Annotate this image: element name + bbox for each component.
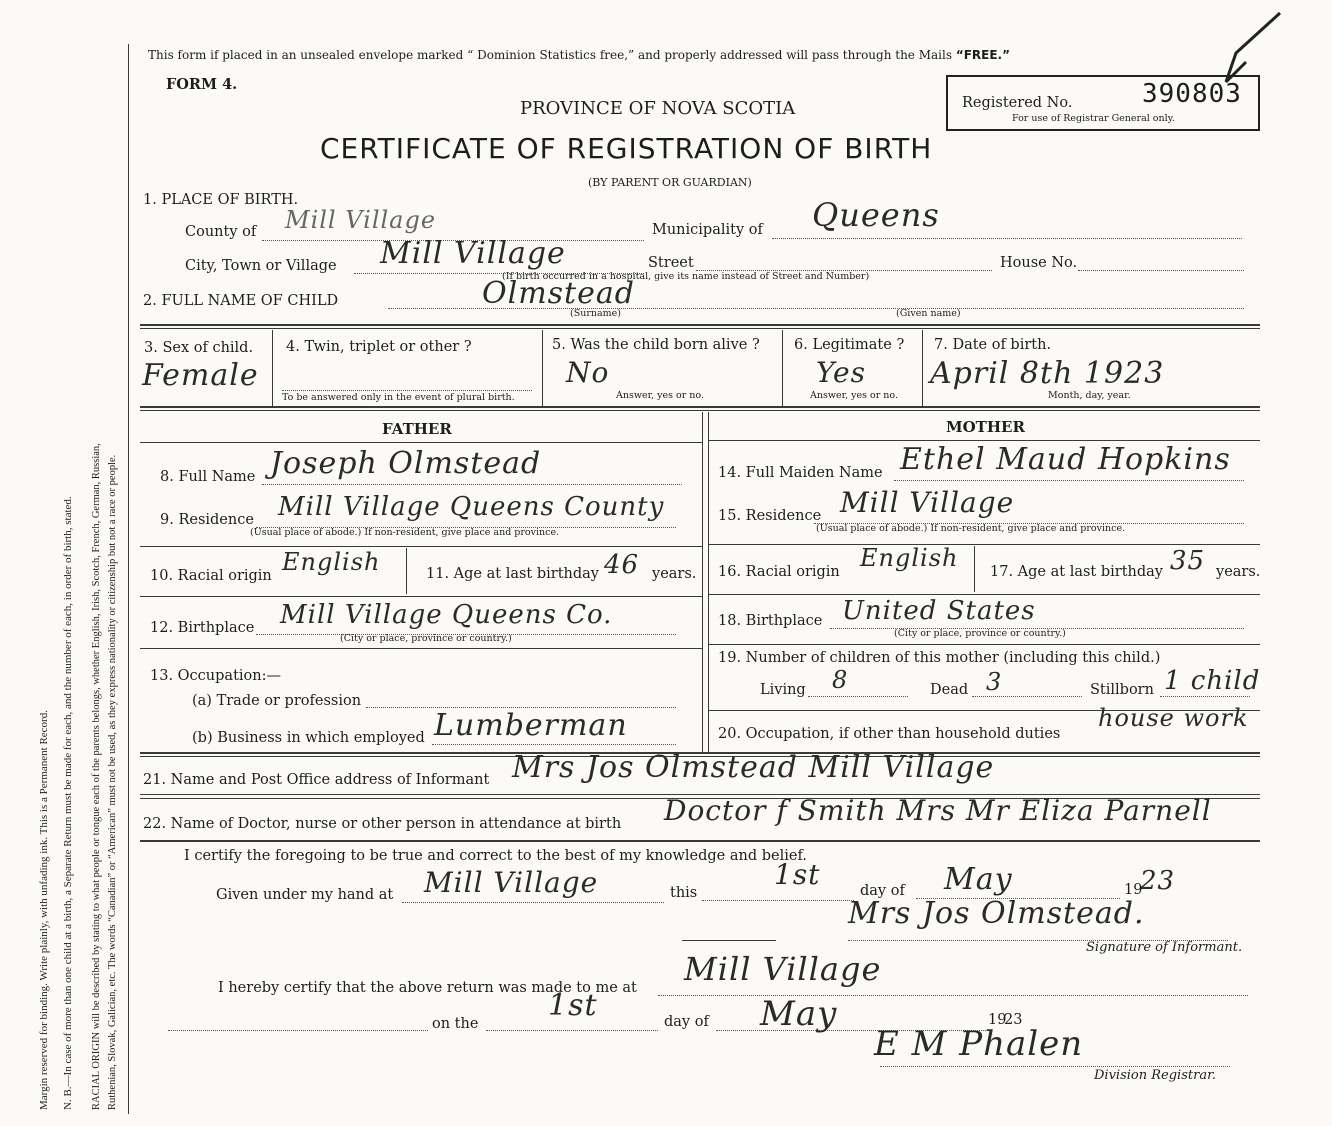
registrar-day-value: 1st [548, 988, 598, 1023]
mother-name-value: Ethel Maud Hopkins [900, 442, 1231, 477]
mother-residence-label: 15. Residence [718, 508, 822, 524]
dead-label: Dead [930, 682, 969, 698]
rule [542, 330, 543, 406]
municipality-line [772, 238, 1242, 239]
registered-number: 390803 [1142, 79, 1242, 109]
registrar-lead-line [168, 1030, 428, 1031]
mother-birthplace-label: 18. Birthplace [718, 613, 823, 629]
twin-note: To be answered only in the event of plural birth. [282, 392, 515, 403]
father-residence-value: Mill Village Queens County [278, 492, 665, 522]
year-value: 23 [1140, 866, 1176, 896]
dead-line [972, 696, 1082, 697]
certify-text: I certify the foregoing to be true and correct to the best of my knowledge and belief. [184, 848, 807, 864]
given-caption: (Given name) [896, 308, 961, 319]
given-label: Given under my hand at [216, 887, 394, 903]
twin-label: 4. Twin, triplet or other ? [286, 339, 472, 355]
informant-value: Mrs Jos Olmstead Mill Village [512, 750, 995, 785]
house-line [1078, 270, 1244, 271]
registered-label: Registered No. [962, 95, 1073, 111]
rule [140, 596, 702, 597]
mother-occupation-label: 20. Occupation, if other than household duties [718, 726, 1061, 742]
registrar-signature-line [880, 1066, 1230, 1067]
mother-race-label: 16. Racial origin [718, 564, 840, 580]
day-value: 1st [774, 858, 821, 891]
rule [140, 324, 1260, 326]
dob-value: April 8th 1923 [930, 356, 1165, 391]
municipality-label: Municipality of [652, 222, 763, 238]
father-name-value: Joseph Olmstead [270, 446, 542, 481]
margin-note-1: Margin reserved for binding. Write plainly, with unfading ink. This is a Permanent Record. [38, 710, 50, 1110]
rule [140, 406, 1260, 408]
sex-value: Female [142, 358, 259, 393]
informant-label: 21. Name and Post Office address of Informant [143, 772, 490, 788]
margin-notes [10, 30, 138, 1110]
day-line [702, 900, 854, 901]
registrar-signature: E M Phalen [874, 1024, 1084, 1064]
surname-value: Olmstead [482, 276, 635, 311]
mother-children-label: 19. Number of children of this mother (including this child.) [718, 650, 1161, 666]
legitimate-note: Answer, yes or no. [810, 390, 899, 401]
stillborn-value: 1 child [1164, 666, 1261, 696]
registrar-month-value: May [760, 994, 838, 1034]
mother-name-label: 14. Full Maiden Name [718, 465, 883, 481]
mail-notice: This form if placed in an unsealed envelope marked “ Dominion Statistics free,” and properly addressed will pass through the Mails “FREE.” [148, 48, 1010, 62]
rule [974, 546, 975, 592]
mother-race-value: English [860, 544, 959, 572]
attendant-label: 22. Name of Doctor, nurse or other person in attendance at birth [143, 816, 622, 832]
alive-value: No [566, 356, 610, 389]
father-birthplace-note: (City or place, province or country.) [340, 633, 512, 644]
rule [922, 330, 923, 406]
street-label: Street [648, 255, 694, 271]
surname-caption: (Surname) [570, 308, 621, 319]
dob-note: Month, day, year. [1048, 390, 1131, 401]
margin-divider [128, 44, 129, 1114]
given-place-line [402, 902, 664, 903]
registrar-day-line [486, 1030, 658, 1031]
column-divider [702, 412, 703, 752]
city-label: City, Town or Village [185, 258, 337, 274]
mother-heading: MOTHER [946, 418, 1025, 436]
municipality-value: Queens [812, 196, 940, 234]
rule [140, 840, 1260, 842]
mother-age-label: 17. Age at last birthday [990, 564, 1163, 580]
rule [140, 546, 702, 547]
rule [708, 544, 1260, 545]
twin-line [282, 390, 532, 391]
father-birthplace-value: Mill Village Queens Co. [280, 600, 613, 630]
stillborn-line [1160, 696, 1250, 697]
margin-note-2: N. B.—In case of more than one child at a birth, a Separate Return must be made for each, and the number of each, in order of birth, stated. [62, 496, 74, 1110]
rule [140, 648, 702, 649]
rule [406, 548, 407, 594]
city-value: Mill Village [380, 236, 566, 271]
living-line [808, 696, 908, 697]
rule [708, 594, 1260, 595]
rule [140, 442, 702, 443]
registrar-place-value: Mill Village [684, 950, 882, 988]
mother-occupation-value: house work [1098, 704, 1249, 732]
hospital-note: (If birth occurred in a hospital, give its name instead of Street and Number) [502, 271, 870, 282]
signature-caption: Signature of Informant. [1086, 940, 1243, 955]
father-race-label: 10. Racial origin [150, 568, 272, 584]
informant-signature: Mrs Jos Olmstead. [848, 896, 1145, 931]
county-label: County of [185, 224, 257, 240]
this-label: this [670, 885, 698, 901]
legitimate-label: 6. Legitimate ? [794, 337, 905, 353]
father-name-line [262, 484, 682, 485]
rule [708, 440, 1260, 441]
stillborn-label: Stillborn [1090, 682, 1154, 698]
father-age-value: 46 [604, 550, 640, 580]
certificate-subtitle: (BY PARENT OR GUARDIAN) [588, 176, 752, 189]
check-mark-icon [1180, 8, 1290, 88]
mother-years: years. [1216, 564, 1261, 580]
father-name-label: 8. Full Name [160, 469, 256, 485]
registrar-day-of-label: day of [664, 1014, 709, 1030]
month-value: May [944, 862, 1013, 897]
year-prefix: 19 [1124, 882, 1143, 898]
dead-value: 3 [986, 668, 1003, 696]
alive-note: Answer, yes or no. [616, 390, 705, 401]
father-residence-note: (Usual place of abode.) If non-resident, give place and province. [250, 527, 560, 538]
registrar-place-line [658, 995, 1248, 996]
margin-note-3: RACIAL ORIGIN will be described by stating to what people or tongue each of the parents belongs, whether English, Irish, Scotch, French, German, Russian, [91, 443, 102, 1110]
county-value: Mill Village [285, 206, 437, 234]
certificate-title: CERTIFICATE OF REGISTRATION OF BIRTH [320, 132, 933, 165]
rule [140, 410, 1260, 411]
mother-residence-note: (Usual place of abode.) If non-resident, give place and province. [816, 523, 1126, 534]
father-occupation-label: 13. Occupation:— [150, 668, 281, 684]
father-age-label: 11. Age at last birthday [426, 566, 599, 582]
father-race-value: English [282, 548, 381, 576]
form-number: FORM 4. [166, 76, 238, 93]
father-residence-label: 9. Residence [160, 512, 254, 528]
rule [272, 330, 273, 406]
child-name-label: 2. FULL NAME OF CHILD [143, 293, 339, 309]
mother-residence-value: Mill Village [840, 486, 1015, 519]
mother-birthplace-value: United States [842, 596, 1036, 626]
dob-label: 7. Date of birth. [934, 337, 1052, 353]
place-heading: 1. PLACE OF BIRTH. [143, 192, 299, 208]
father-years: years. [652, 566, 697, 582]
column-divider [708, 412, 709, 752]
sex-label: 3. Sex of child. [144, 340, 254, 356]
registrar-year-value: 23 [1004, 1012, 1023, 1028]
house-label: House No. [1000, 255, 1078, 271]
margin-note-4: Ruthenian, Slovak, Galician, etc. The words “Canadian” or “American” must not be used, as they express nationality or citizenship but not a race or people. [107, 454, 118, 1110]
living-label: Living [760, 682, 806, 698]
trade-label: (a) Trade or profession [192, 693, 362, 709]
rule [140, 328, 1260, 329]
on-the-label: on the [432, 1016, 479, 1032]
registrar-text: I hereby certify that the above return was made to me at [218, 980, 637, 996]
father-birthplace-label: 12. Birthplace [150, 620, 255, 636]
province-heading: PROVINCE OF NOVA SCOTIA [520, 98, 796, 119]
mother-birthplace-note: (City or place, province or country.) [894, 628, 1066, 639]
mother-name-line [894, 480, 1244, 481]
mother-age-value: 35 [1170, 546, 1206, 576]
business-label: (b) Business in which employed [192, 730, 425, 746]
given-place-value: Mill Village [424, 866, 599, 899]
registrar-year-prefix: 19 [988, 1012, 1007, 1028]
registrar-note: For use of Registrar General only. [1012, 113, 1175, 124]
day-of-label: day of [860, 883, 905, 899]
living-value: 8 [832, 666, 849, 694]
rule [682, 940, 776, 941]
attendant-value: Doctor f Smith Mrs Mr Eliza Parnell [664, 794, 1212, 827]
legitimate-value: Yes [816, 356, 866, 389]
alive-label: 5. Was the child born alive ? [552, 337, 760, 353]
business-line [432, 744, 676, 745]
rule [782, 330, 783, 406]
father-heading: FATHER [382, 420, 452, 438]
rule [708, 644, 1260, 645]
business-value: Lumberman [434, 708, 628, 743]
registrar-caption: Division Registrar. [1094, 1068, 1216, 1083]
